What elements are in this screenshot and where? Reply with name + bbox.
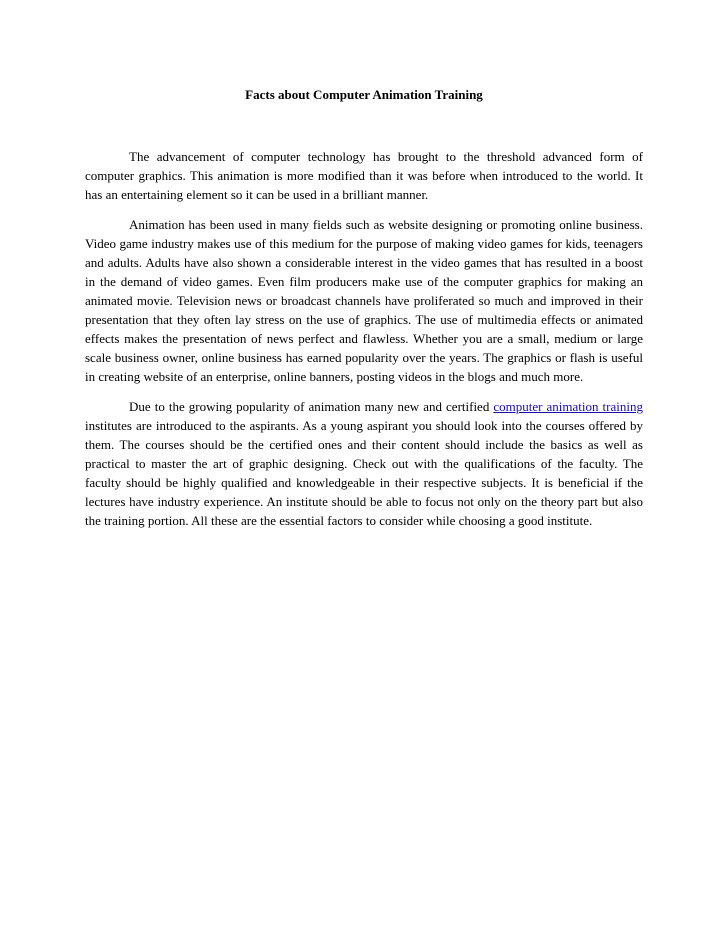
paragraph-3 (85, 397, 643, 530)
paragraph-3-text-end: institutes are introduced to the aspirants. As a young aspirant you should look into the courses offered by them. The courses should be the certified ones and their content should include the basics as well as practical to master the art of graphic designing. Check out with the qualifications of the faculty. The faculty should be highly qualified and knowledgeable in their respective subjects. It is beneficial if the lectures have industry experience. An institute should be able to focus not only on the theory part but also the training portion. All these are the essential factors to consider while choosing a good institute. (85, 418, 643, 528)
computer-animation-training-link[interactable]: computer animation training (493, 399, 643, 414)
paragraph-1: The advancement of computer technology has brought to the threshold advanced form of computer graphics. This animation is more modified than it was before when introduced to the world. It has an entertaining element so it can be used in a brilliant manner. (85, 149, 643, 202)
paragraph-3-text-start: Due to the growing popularity of animation many new and certified (129, 399, 494, 414)
document-title: Facts about Computer Animation Training (245, 87, 483, 102)
document-body (85, 147, 643, 541)
paragraph-2: Animation has been used in many fields such as website designing or promoting online business. Video game industry makes use of this medium for the purpose of making video games for kids, teenagers and adults. Adults have also shown a considerable interest in the video games that has resulted in a boost in the demand of video games. Even film producers make use of the computer graphics for making an animated movie. Television news or broadcast channels have proliferated so much and improved in their presentation that they often lay stress on the use of graphics. The use of multimedia effects or animated effects makes the presentation of news perfect and flawless. Whether you are a small, medium or large scale business owner, online business has earned popularity over the years. The graphics or flash is useful in creating website of an enterprise, online banners, posting videos in the blogs and much more. (85, 217, 643, 384)
